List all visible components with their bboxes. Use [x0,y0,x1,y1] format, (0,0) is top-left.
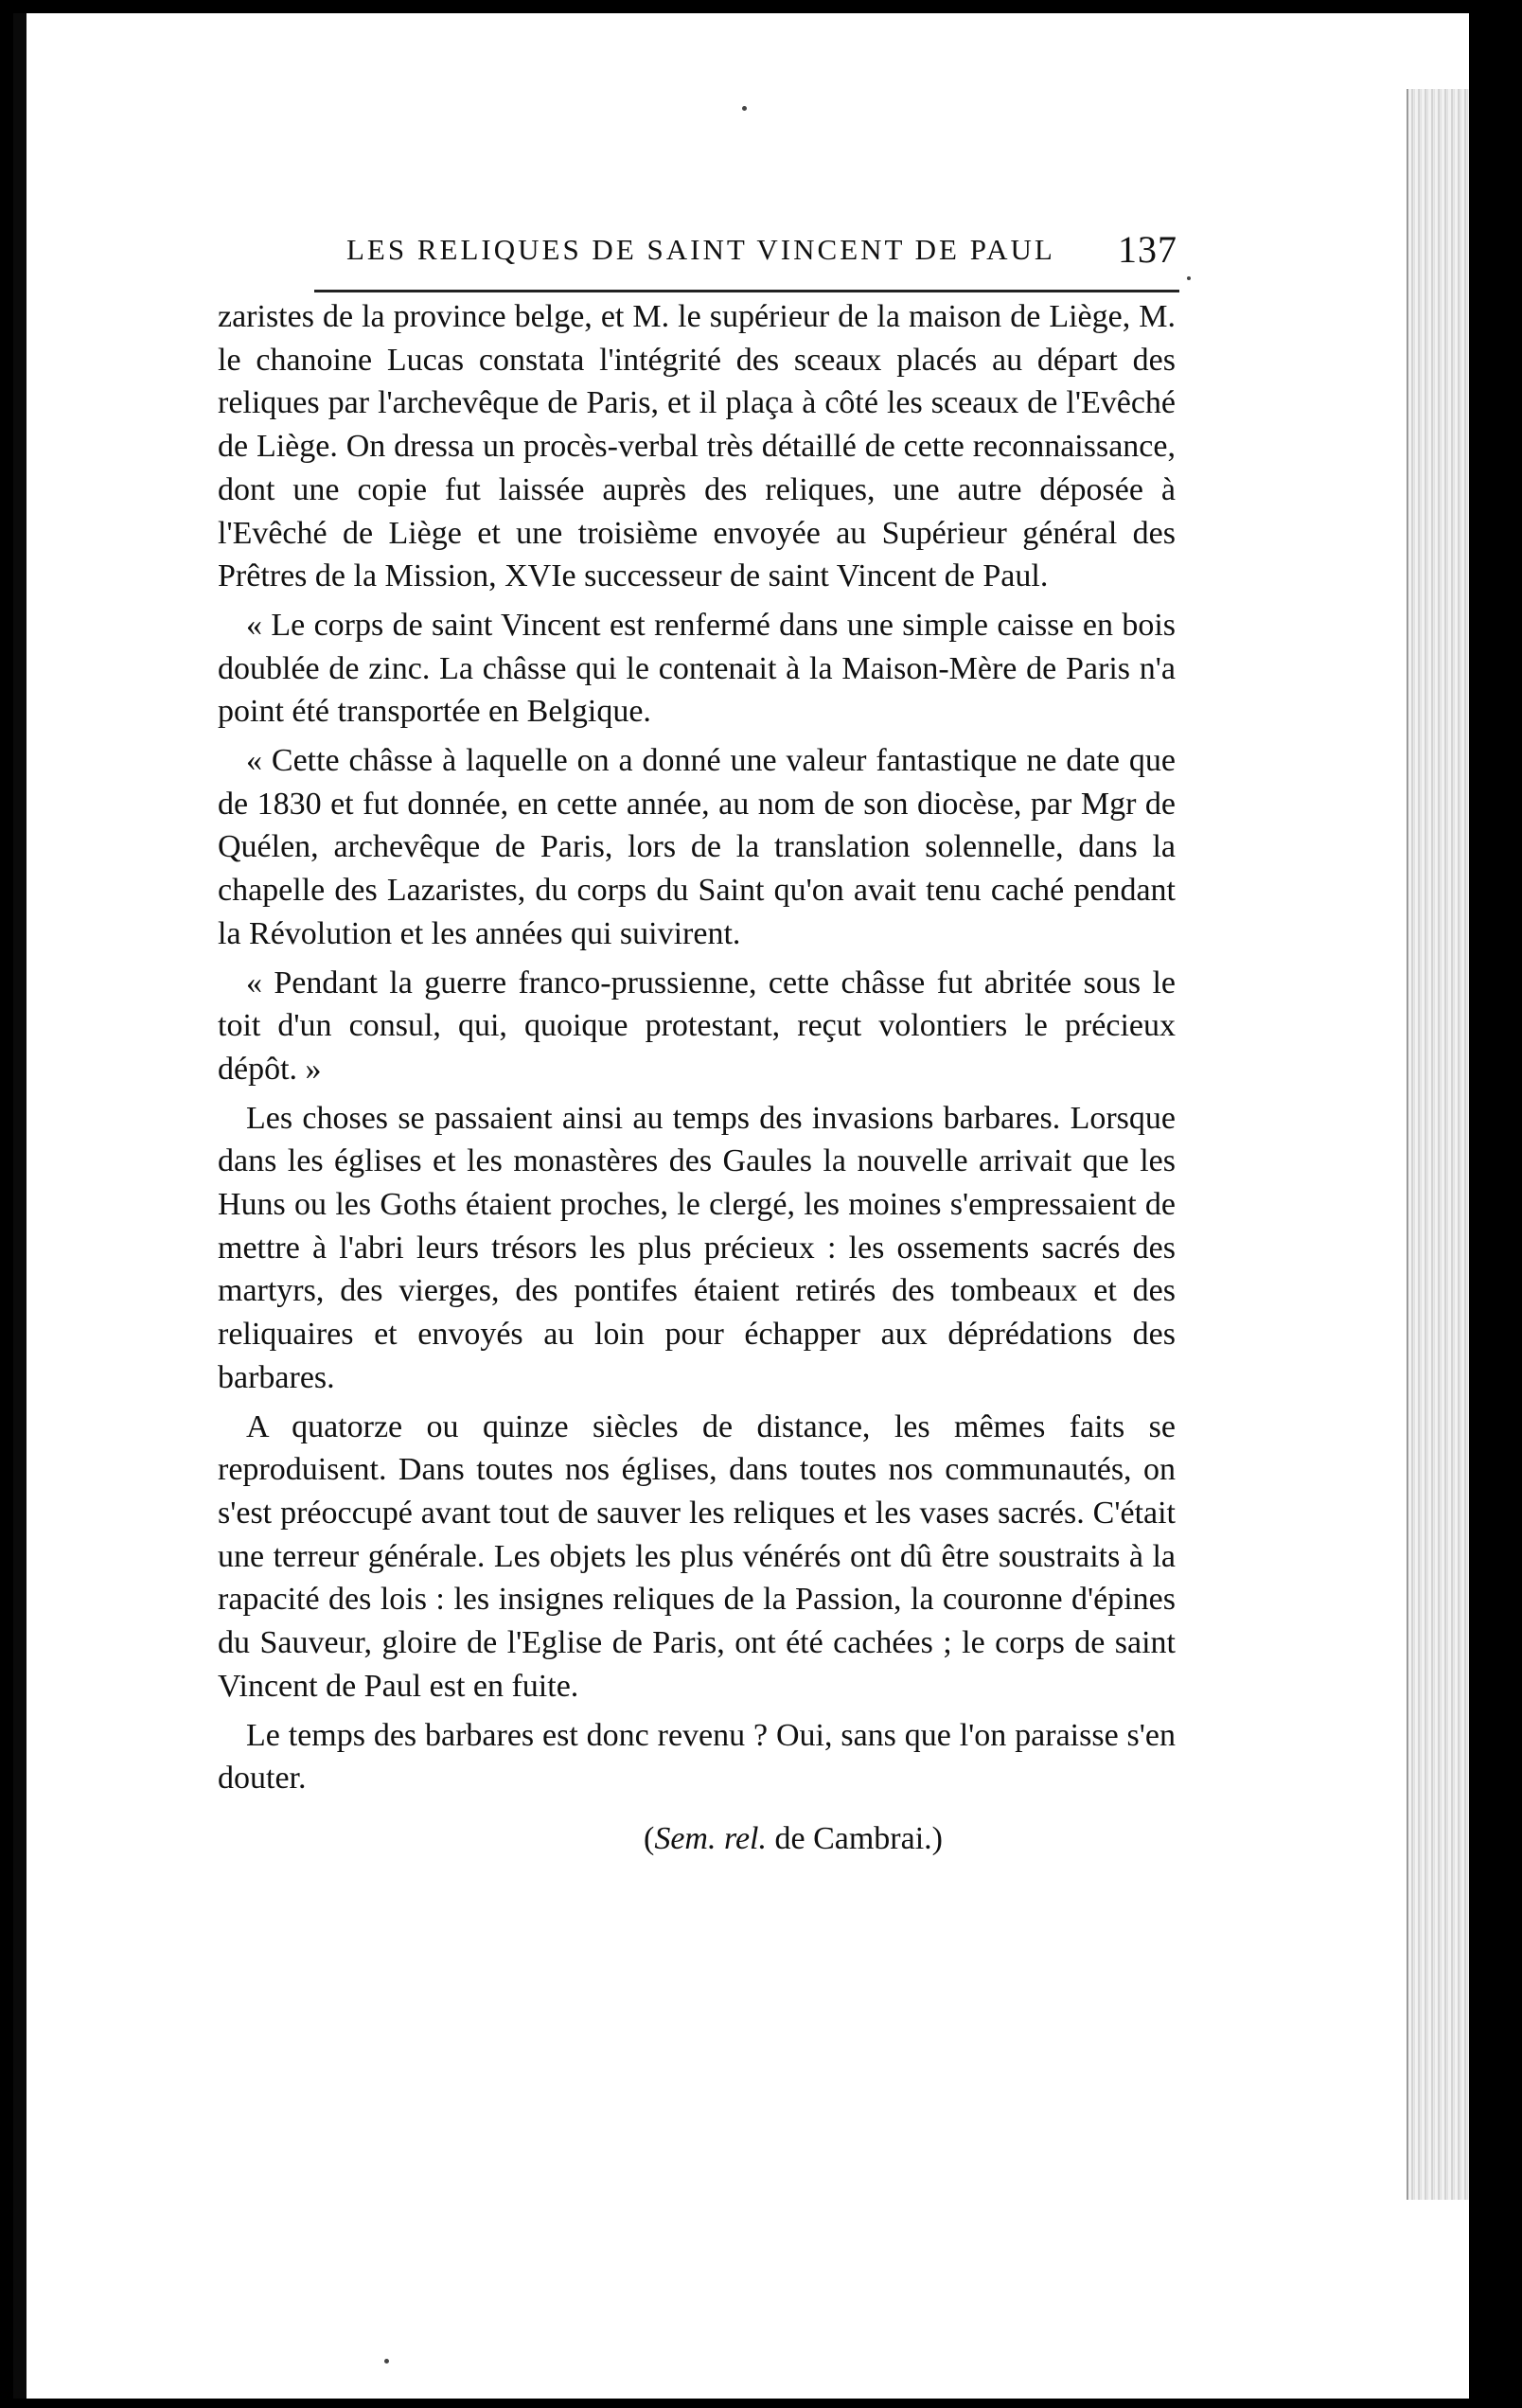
paragraph: « Le corps de saint Vincent est renfermé dans une simple caisse en bois doublée de zinc. La châsse qui le contenait à la Maison-Mère de Paris n'a point été transportée en Belgique. [218,607,1176,730]
body-text [218,295,1176,1861]
page-stack-edge [1407,89,1469,2200]
header-rule [314,290,1179,292]
source-citation [218,1817,1176,1861]
source-title: Sem. rel. [654,1820,767,1856]
source-open: ( [644,1820,655,1856]
paragraph: A quatorze ou quinze siècles de distance, les mêmes faits se reproduisent. Dans toutes nos églises, dans toutes nos communautés, on s'est préoccupé avant tout de sauver les reliques et les vases sacrés. C'était une terreur générale. Les objets les plus vénérés ont dû être soustraits à la rapacité des lois : les insignes reliques de la Passion, la couronne d'épines du Sauveur, gloire de l'Eglise de Paris, ont été cachées ; le corps de saint Vincent de Paul est en fuite. [218,1408,1176,1704]
paragraph: Le temps des barbares est donc revenu ? Oui, sans que l'on paraisse s'en douter. [218,1717,1176,1797]
paragraph: « Cette châsse à laquelle on a donné une valeur fantastique ne date que de 1830 et fut donnée, en cette année, au nom de son diocèse, par Mgr de Quélen, archevêque de Paris, lors de la translation solennelle, dans la chapelle des Lazaristes, du corps du Saint qu'on avait tenu caché pendant la Révolution et les années qui suivirent. [218,743,1176,951]
page-number: 137 [1118,228,1177,271]
running-head [346,228,1177,274]
speck [1187,276,1191,280]
source-rest: de Cambrai.) [766,1820,943,1856]
book-page [13,13,1469,2399]
paragraph: Les choses se passaient ainsi au temps des invasions barbares. Lorsque dans les églises et les monastères des Gaules la nouvelle arrivait que les Huns ou les Goths étaient proches, le clergé, les moines s'empressaient de mettre à l'abri leurs trésors les plus précieux : les ossements sacrés des martyrs, des vierges, des pontifes étaient retirés des tombeaux et des reliquaires et envoyés au loin pour échapper aux déprédations des barbares. [218,1100,1176,1395]
running-title: LES RELIQUES DE SAINT VINCENT DE PAUL [346,233,1055,266]
speck [384,2359,389,2364]
speck [742,106,747,111]
paragraph: « Pendant la guerre franco-prussienne, cette châsse fut abritée sous le toit d'un consul, qui, quoique protestant, reçut volontiers le précieux dépôt. » [218,965,1176,1087]
paragraph: zaristes de la province belge, et M. le supérieur de la maison de Liège, M. le chanoine Lucas constata l'intégrité des sceaux placés au départ des reliques par l'archevêque de Paris, et il plaça à côté les sceaux de l'Evêché de Liège. On dressa un procès-verbal très détaillé de cette reconnaissance, dont une copie fut laissée auprès des reliques, une autre déposée à l'Evêché de Liège et une troisième envoyée au Supérieur général des Prêtres de la Mission, XVIe successeur de saint Vincent de Paul. [218,299,1176,594]
page-left-edge [13,13,27,2399]
